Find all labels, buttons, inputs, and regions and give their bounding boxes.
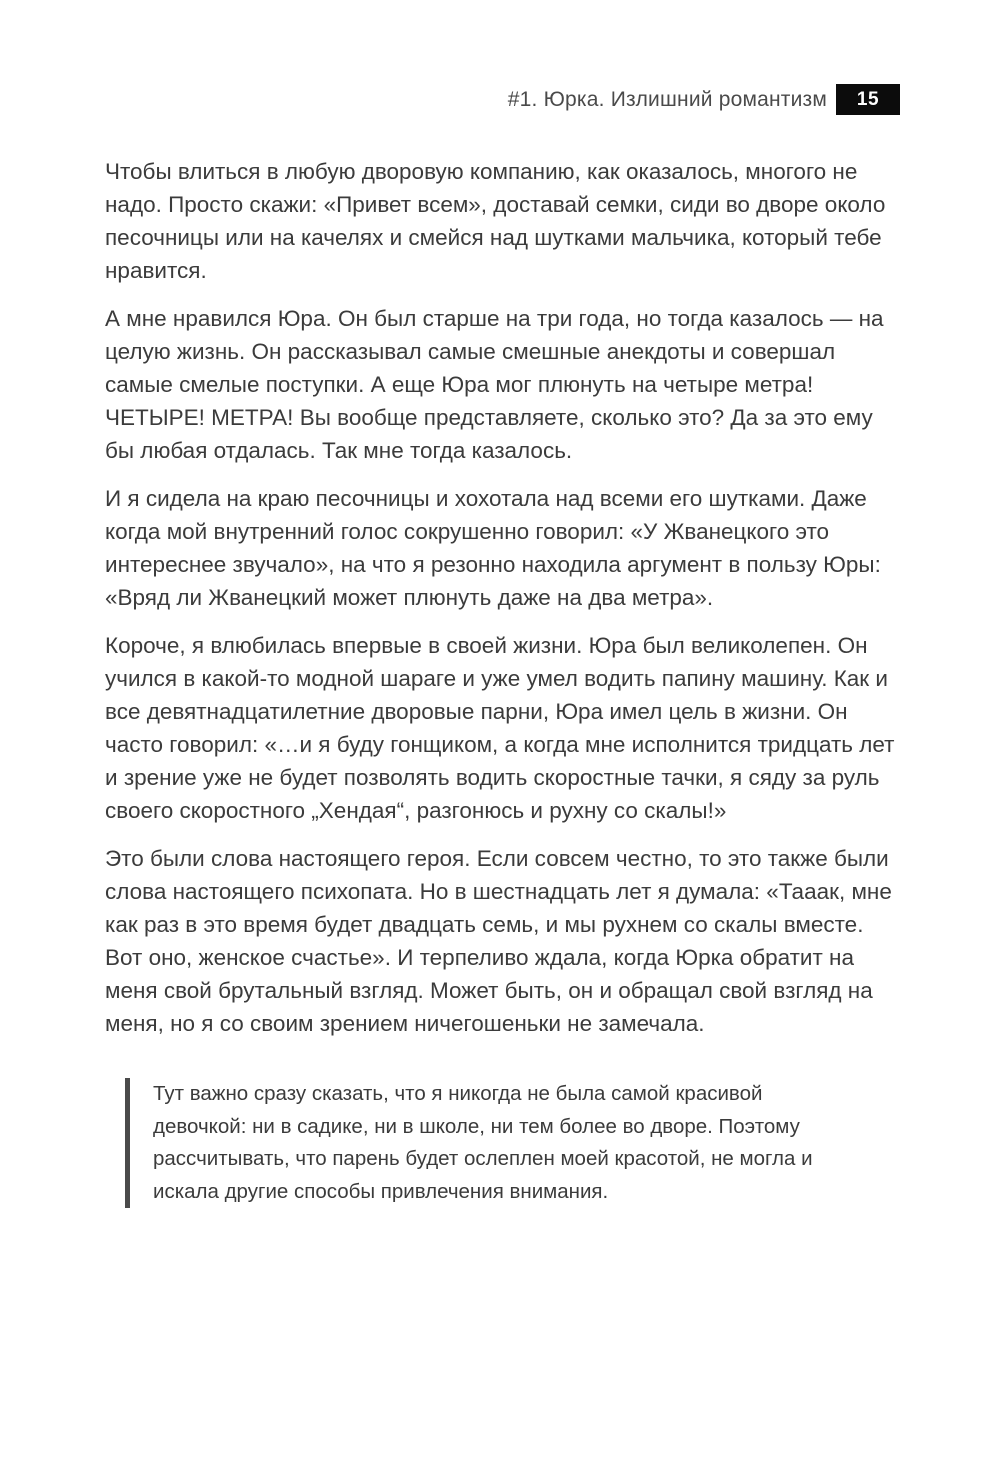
quote-text: Тут важно сразу сказать, что я никогда не была самой красивой девочкой: ни в садике, ни в школе, ни тем более во дворе. Поэтому рассчитывать, что парень будет ослеплен моей красотой, не могла и искала другие способы привлечения внимания.: [153, 1082, 813, 1203]
paragraph: И я сидела на краю песочницы и хохотала над всеми его шутками. Даже когда мой внутренний голос сокрушенно говорил: «У Жванецкого это интереснее звучало», на что я резонно находила аргумент в пользу Юры: «Вряд ли Жванецкий может плюнуть даже на два метра».: [105, 486, 881, 610]
chapter-title: #1. Юрка. Излишний романтизм: [507, 87, 827, 111]
paragraph: Чтобы влиться в любую дворовую компанию, как оказалось, многого не надо. Просто скажи: «Привет всем», доставай семки, сиди во дворе около песочницы или на качелях и смейся над шутками мальчика, который тебе нравится.: [105, 159, 886, 283]
page-header: [0, 0, 1000, 115]
paragraph: Это были слова настоящего героя. Если совсем честно, то это также были слова настоящего психопата. Но в шестнадцать лет я думала: «Тааак, мне как раз в это время будет двадцать семь, и мы рухнем со скалы вместе. Вот оно, женское счастье». И терпеливо ждала, когда Юрка обратит на меня свой брутальный взгляд. Может быть, он и обращал свой взгляд на меня, но я со своим зрением ничегошеньки не замечала.: [105, 846, 892, 1036]
quote-block: [125, 1078, 900, 1208]
paragraph: А мне нравился Юра. Он был старше на три года, но тогда казалось — на целую жизнь. Он рассказывал самые смешные анекдоты и совершал самые смелые поступки. А еще Юра мог плюнуть на четыре метра! ЧЕТЫРЕ! МЕТРА! Вы вообще представляете, сколько это? Да за это ему бы любая отдалась. Так мне тогда казалось.: [105, 306, 884, 463]
paragraph: Короче, я влюбилась впервые в своей жизни. Юра был великолепен. Он учился в какой-то модной шараге и уже умел водить папину машину. Как и все девятнадцатилетние дворовые парни, Юра имел цель в жизни. Он часто говорил: «…и я буду гонщиком, а когда мне исполнится тридцать лет и зрение уже не будет позволять водить скоростные тачки, я сяду за руль своего скоростного „Хендая“, разгонюсь и рухну со скалы!»: [105, 633, 895, 823]
quote-vertical-bar: [125, 1078, 130, 1208]
page-number-badge: 15: [836, 84, 900, 115]
page-content: [105, 155, 900, 1208]
